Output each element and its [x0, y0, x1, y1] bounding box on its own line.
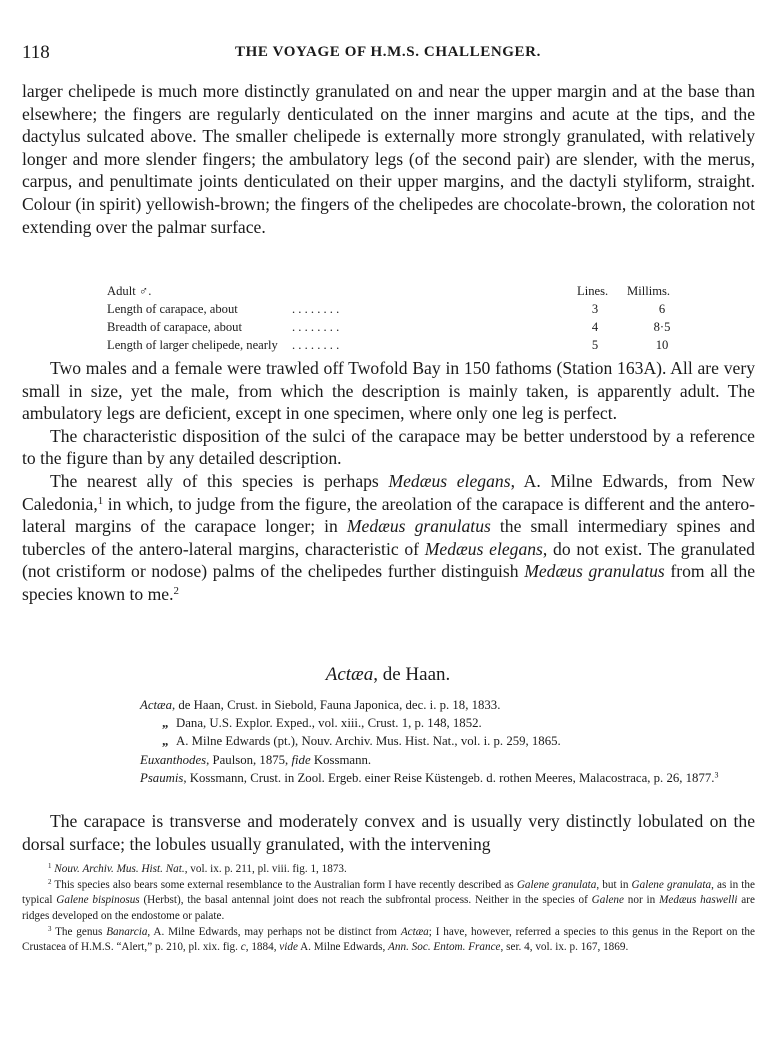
footnote-ref: 3 [714, 770, 719, 780]
measurement-label: Length of larger chelipede, nearly [107, 338, 278, 352]
measurements-table [107, 282, 707, 354]
dot-leader: . . . . . . . . [292, 320, 340, 334]
footnote-2: $^2$ This species also bears some external resemblance to the Australian form I have recently described as Galene granulata, but in Galene granulata, as in the typical Galene bispinosus (Herbst), the basal antennal joint does not reach the subfrontal process. Neither in the species of Galene nor in Medæus haswelli are ridges developed on the endostome or palate. [22, 878, 755, 922]
body-text-top [22, 80, 755, 238]
measurement-millims: 10 [655, 338, 669, 352]
measurement-label: Length of carapace, about [107, 302, 238, 316]
paragraph-trawl: Two males and a female were trawled off Twofold Bay in 150 fathoms (Station 163A). All are very small in size, yet the male, from which the description is mainly taken, is apparently adult. The ambulatory legs are deficient, except in one specimen, where only one leg is perfect. [22, 358, 756, 424]
measurement-row [107, 300, 707, 318]
dot-leader: . . . . . . . . [292, 338, 340, 352]
measurement-label: Breadth of carapace, about [107, 320, 242, 334]
paragraph-nearest-ally: The nearest ally of this species is perhaps Medæus elegans, A. Milne Edwards, from New Caledonia,$^1$ in which, to judge from the figure, the areolation of the carapace is different and the antero-lateral margins of the carapace longer; in Medæus granulatus the small intermediary spines and tubercles of the antero-lateral margins, characteristic of Medæus elegans, do not exist. The granulated (not cristiform or nodose) palms of the chelipedes further distinguish Medæus granulatus from all the species known to me.$^2$ [22, 470, 756, 604]
measurement-millims: 6 [658, 302, 666, 316]
genus-heading: Actæa, de Haan. [325, 664, 451, 685]
measurement-row [107, 336, 707, 354]
body-text-bottom [22, 810, 755, 855]
paragraph-continued: larger chelipede is much more distinctly granulated on and near the upper margin and at the base than elsewhere; the fingers are regularly denticulated on the inner margins and acute at the tips, and the dactylus sulcated above. The smaller chelipede is externally more strongly granulated, with relatively longer and more slender fingers; the ambulatory legs (of the second pair) are slender, with the merus, carpus, and penultimate joints denticulated on their upper margins, and the dactyli styliform, straight. Colour (in spirit) yellowish-brown; the fingers of the chelipedes are chocolate-brown, the coloration not extending over the palmar surface. [22, 81, 755, 237]
footnote-ref: 1 [97, 494, 104, 507]
measurement-lines: 3 [591, 302, 599, 316]
measurement-lines: 4 [591, 320, 599, 334]
measurement-lines: 5 [591, 338, 599, 352]
synonymy-entry: Psaumis, Kossmann, Crust. in Zool. Ergeb. einer Reise Küstengeb. d. rothen Meeres, Malacostraca, p. 26, 1877.$^3$ [140, 770, 719, 785]
dot-leader: . . . . . . . . [292, 302, 340, 316]
footnote-3: $^3$ The genus Banarcia, A. Milne Edwards, may perhaps not be distinct from Actæa; I have, however, referred a species to this genus in the Report on the Crustacea of H.M.S. “Alert,” p. 210, pl. xix. fig. c, 1884, vide A. Milne Edwards, Ann. Soc. Entom. France, ser. 4, vol. ix. p. 167, 1869. [22, 925, 755, 954]
footnotes [22, 862, 755, 956]
page-number: 118 [22, 42, 50, 63]
measurement-row [107, 318, 707, 336]
column-header-millims: Millims. [627, 284, 671, 298]
synonymy-entry: Euxanthodes, Paulson, 1875, fide Kossmann. [140, 752, 372, 767]
paragraph-carapace: The carapace is transverse and moderately convex and is usually very distinctly lobulated on the dorsal surface; the lobules usually granulated, with the intervening [22, 811, 755, 854]
page-header [22, 42, 754, 66]
body-text-middle [22, 357, 755, 606]
measurements-heading: Adult ♂. [107, 284, 152, 298]
synonymy-entry: Actæa, de Haan, Crust. in Siebold, Fauna Japonica, dec. i. p. 18, 1833. [140, 698, 501, 712]
measurements-header-row [107, 282, 707, 300]
synonymy-list [140, 696, 722, 787]
synonymy-entry: „ Dana, U.S. Explor. Exped., vol. xiii., Crust. 1, p. 148, 1852. [162, 716, 482, 731]
paragraph-sulci: The characteristic disposition of the sulci of the carapace may be better understood by a reference to the figure than by any detailed description. [22, 425, 755, 469]
synonymy-entry: „ A. Milne Edwards (pt.), Nouv. Archiv. Mus. Hist. Nat., vol. i. p. 259, 1865. [162, 734, 561, 749]
measurement-millims: 8·5 [653, 320, 671, 334]
column-header-lines: Lines. [577, 284, 609, 298]
footnote-ref: 2 [173, 584, 179, 597]
footnote-1: $^1$ Nouv. Archiv. Mus. Hist. Nat., vol. ix. p. 211, pl. viii. fig. 1, 1873. [48, 862, 347, 875]
running-title: THE VOYAGE OF H.M.S. CHALLENGER. [235, 44, 541, 60]
